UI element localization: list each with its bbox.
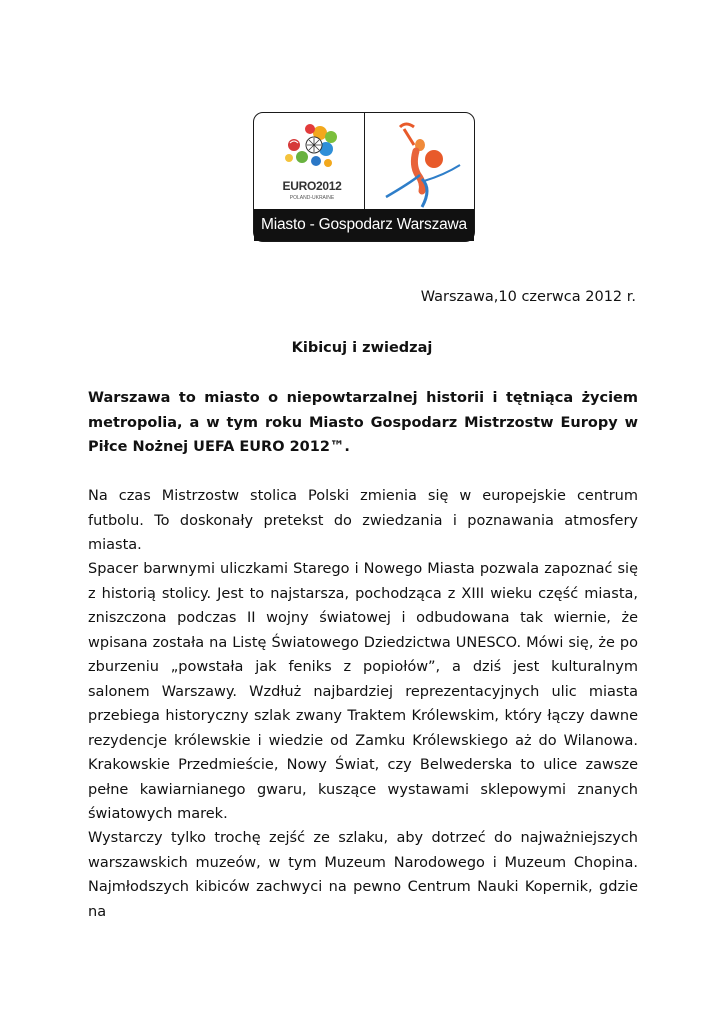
euro2012-wordmark: EURO2012 bbox=[282, 179, 342, 193]
euro2012-emblem-icon bbox=[276, 123, 346, 179]
logo-band-text: Miasto - Gospodarz Warszawa bbox=[254, 209, 474, 241]
document-date: Warszawa,10 czerwca 2012 r. bbox=[420, 289, 636, 305]
euro2012-subtitle: POLAND-UKRAINE bbox=[289, 195, 335, 201]
paragraph: Spacer barwnymi uliczkami Starego i Nowego Miasta pozwala zapoznać się z historią stolicy. Jest to najstarsza, pochodząca z XIII wieku część miasta, zniszczona podczas II wojny światowej i odbudowana tak wiernie, że wpisana została na Listę Światowego Dziedzictwa UNESCO. Mówi się, że po zburzeniu „powstała jak feniks z popiołów”, a dziś jest kulturalnym salonem Warszawy. Wzdłuż najbardziej reprezentacyjnych ulic miasta przebiega historyczny szlak zwany Traktem Królewskim, który łączy dawne rezydencje królewskie i wiedzie od Zamku Królewskiego aż do Wilanowa. Krakowskie Przedmieście, Nowy Świat, czy Belwederska to ulice zawsze pełne kawiarnianego gwaru, kuszące wystawami sklepowymi znanych światowych marek. bbox=[88, 561, 638, 822]
document-title: Kibicuj i zwiedzaj bbox=[291, 340, 433, 356]
paragraph: Na czas Mistrzostw stolica Polski zmienia się w europejskie centrum futbolu. To doskonały pretekst do zwiedzania i poznawania atmosfery miasta. bbox=[88, 488, 638, 553]
city-host-logo bbox=[253, 112, 475, 242]
logo-divider bbox=[364, 113, 365, 213]
warsaw-mermaid-icon bbox=[370, 119, 470, 211]
paragraph: Wystarczy tylko trochę zejść ze szlaku, aby dotrzeć do najważniejszych warszawskich muzeów, w tym Muzeum Narodowego i Muzeum Chopina. Najmłodszych kibiców zachwyci na pewno Centrum Nauki Kopernik, gdzie na bbox=[88, 830, 638, 920]
lead-paragraph: Warszawa to miasto o niepowtarzalnej historii i tętniąca życiem metropolia, a w tym roku Miasto Gospodarz Mistrzostw Europy w Piłce Nożnej UEFA EURO 2012™. bbox=[88, 390, 638, 455]
